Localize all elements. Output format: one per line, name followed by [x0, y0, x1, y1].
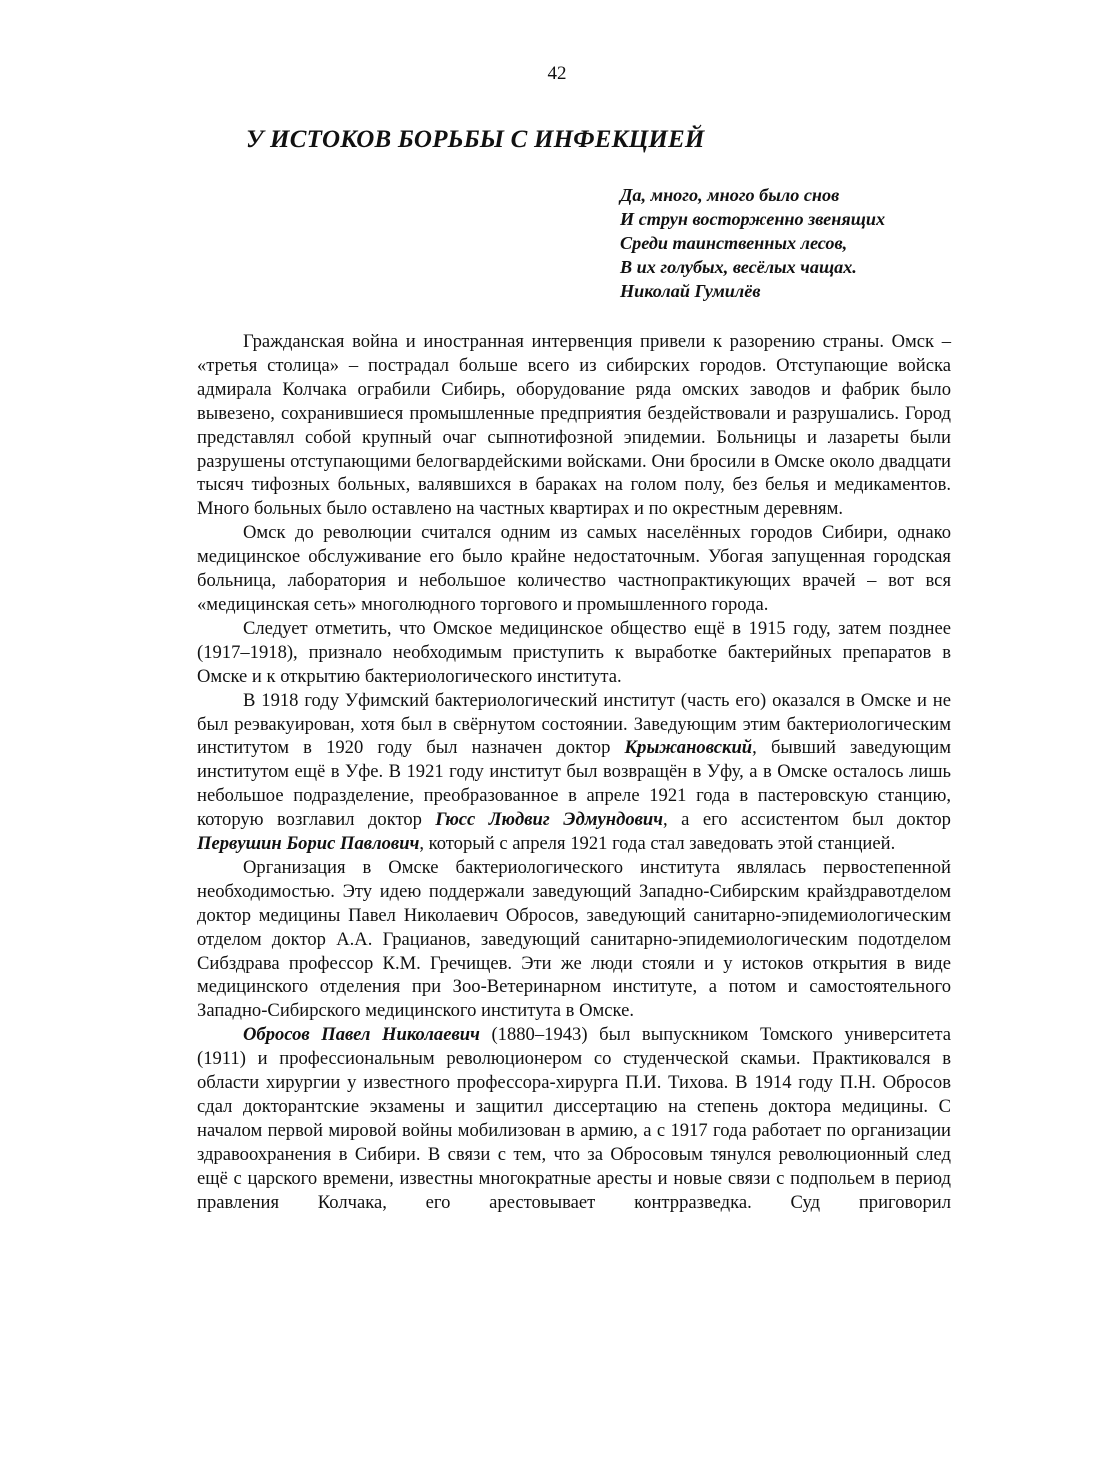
paragraph-medical-society — [197, 617, 951, 689]
text-run: Омск до революции считался одним из самых населённых городов Сибири, однако медицинское обслуживание его было крайне недостаточным. Убогая запущенная городская больница, лаборатория и небольшое количество частнопрактикующих врачей – вот вся «медицинская сеть» многолюдного торгового и промышленного города. — [197, 522, 951, 615]
text-run: В 1918 году Уфимский бактериологический институт (часть его) оказался в Омске и не был реэвакуирован, хотя был в свёрнутом состоянии. Заведующим этим бактериологическим институтом в 1920 году был назначен доктор — [197, 689, 951, 759]
text-run: Следует отметить, что Омское медицинское общество ещё в 1915 году, затем позднее (1917–1918), признало необходимым приступить к выработке бактерийных препаратов в Омске и к открытию бактериологического института. — [197, 617, 951, 687]
epigraph-line: И струн восторженно звенящих — [620, 209, 886, 229]
text-run: Организация в Омске бактериологического института являлась первостепенной необходимостью. Эту идею поддержали заведующий Западно-Сибирским крайздравотделом доктор медицины Павел Николаевич Обросов, заведующий санитарно-эпидемиологическим отделом доктор А.А. Грацианов, заведующий санитарно-эпидемиологическим подотделом Сибздрава профессор К.М. Гречищев. Эти же люди стояли и у истоков открытия в виде медицинского отделения при Зоо-Ветеринарном институте, а потом и самостоятельного Западно-Сибирского медицинского института в Омске. — [197, 856, 951, 1022]
paragraph-institute-organization — [197, 856, 951, 1023]
text-run: , а его ассистентом был доктор — [663, 809, 951, 831]
person-name: Обросов Павел Николаевич — [243, 1024, 480, 1046]
person-name: Первушин Борис Павлович — [197, 833, 420, 855]
person-name: Гюсс Людвиг Эдмундович — [435, 809, 664, 831]
paragraph-omsk-medicine — [197, 521, 951, 617]
epigraph-author: Николай Гумилёв — [620, 281, 761, 301]
paragraph-civil-war — [197, 330, 951, 521]
text-run: (1880–1943) был выпускником Томского университета (1911) и профессиональным революционером со студенческой скамьи. Практиковался в области хирургии у известного профессора-хирурга П.И. Тихова. В 1914 году П.Н. Обросов сдал докторантские экзамены и защитил диссертацию на степень доктора медицины. С началом первой мировой войны мобилизован в армию, а с 1917 года работает по организации здравоохранения в Сибири. В связи с тем, что за Обросовым тянулся революционный след ещё с царского времени, известны многократные аресты и новые связи с подпольем в период правления Колчака, его арестовывает контрразведка. Суд приговорил — [197, 1024, 951, 1213]
text-run: Гражданская война и иностранная интервенция привели к разорению страны. Омск – «третья столица» – пострадал больше всего из сибирских городов. Отступающие войска адмирала Колчака ограбили Сибирь, оборудование ряда омских заводов и фабрик было вывезено, сохранившиеся промышленные предприятия бездействовали и разрушались. Город представлял собой крупный очаг сыпнотифозной эпидемии. Больницы и лазареты были разрушены отступающими белогвардейскими войсками. Они бросили в Омске около двадцати тысяч тифозных больных, валявшихся в бараках на голом полу, без белья и медикаментов. Много больных было оставлено на частных квартирах и по окрестным деревням. — [197, 331, 951, 520]
epigraph-line: В их голубых, весёлых чащах. — [620, 257, 857, 277]
epigraph-line: Среди таинственных лесов, — [620, 233, 848, 253]
text-run: , который с апреля 1921 года стал заведовать этой станцией. — [419, 833, 896, 855]
paragraph-obrosov-biography — [197, 1023, 951, 1213]
text-run: , бывший заведующим институтом ещё в Уфе. В 1921 году институт был возвращён в Уфу, а в Омске осталось лишь небольшое подразделение, преобразованное в апреле 1921 года в пастеровскую станцию, которую возглавил доктор — [197, 737, 952, 831]
person-name: Крыжановский — [624, 737, 753, 759]
body-text — [197, 330, 952, 1213]
epigraph-line: Да, много, много было снов — [620, 185, 840, 205]
page-number: 42 — [547, 63, 567, 84]
epigraph — [620, 183, 885, 303]
paragraph-ufa-institute — [197, 689, 951, 856]
chapter-title: У ИСТОКОВ БОРЬБЫ С ИНФЕКЦИЕЙ — [246, 126, 705, 153]
